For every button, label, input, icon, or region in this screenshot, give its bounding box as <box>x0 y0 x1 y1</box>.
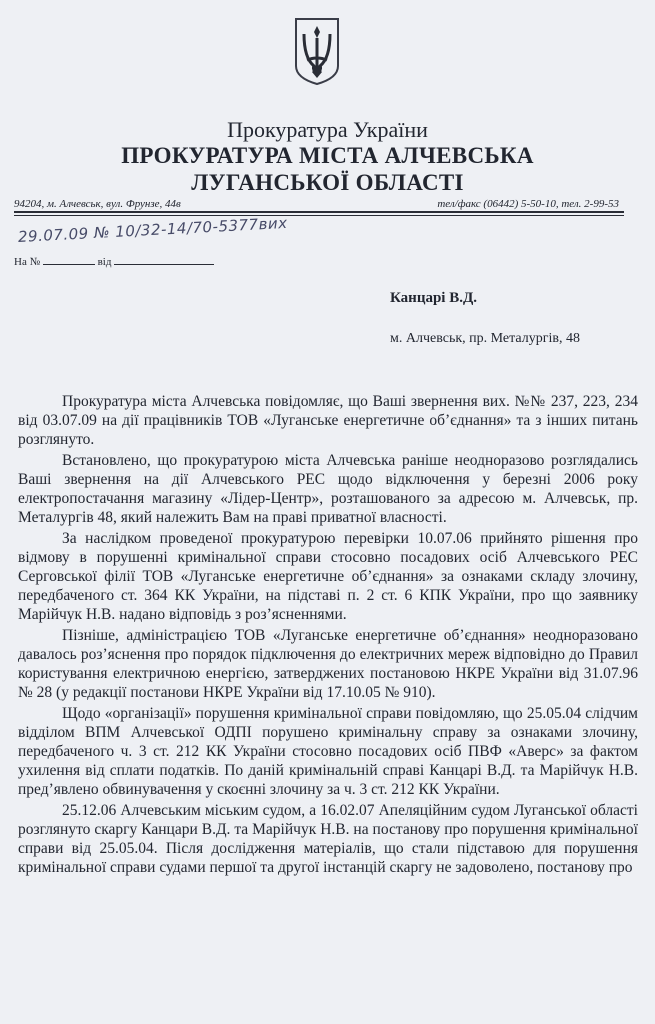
trident-emblem-icon <box>292 16 342 86</box>
reference-no-blank <box>43 264 95 265</box>
letter-body <box>18 392 638 879</box>
body-paragraph: За наслідком проведеної прокуратурою перевірки 10.07.06 прийнято рішення про відмову в порушенні кримінальної справи стосовно посадових осіб Алчевського РЕС Серговської філії ТОВ «Луганське енергетичне об’єднання» за ознаками складу злочину, передбаченого ст. 364 КК України, на підставі п. 2 ст. 6 КПК України, про що заявнику Марійчук Н.В. надано відповідь з роз’ясненнями. <box>18 530 638 623</box>
recipient-address: м. Алчевськ, пр. Металургів, 48 <box>390 331 580 346</box>
body-paragraph: Прокуратура міста Алчевська повідомляє, що Ваші звернення вих. №№ 237, 223, 234 від 03.07.09 на дії працівників ТОВ «Луганське енергетичне об’єднання» та з інших питань розглянуто. <box>18 393 638 448</box>
reference-line <box>14 256 214 268</box>
office-address: 94204, м. Алчевськ, вул. Фрунзе, 44в <box>14 198 181 210</box>
body-paragraph: 25.12.06 Алчевським міським судом, а 16.02.07 Апеляційним судом Луганської області розглянуто скаргу Канцари В.Д. та Марійчук Н.В. на постанову про порушення кримінальної справи від 25.05.04. Після дослідження матеріалів, що стали підставою для порушення кримінальної справи судами першої та другої інстанцій скаргу не задоволено, постанову про <box>18 802 638 876</box>
office-title: ПРОКУРАТУРА МІСТА АЛЧЕВСЬКА <box>121 143 534 168</box>
header-divider-thin <box>14 215 624 216</box>
reference-no-label: На № <box>14 256 41 268</box>
office-name: Прокуратура України <box>227 117 428 142</box>
header-divider <box>14 211 624 213</box>
recipient-name: Канцарі В.Д. <box>390 290 478 306</box>
body-paragraph: Щодо «організації» порушення кримінальної справи повідомляю, що 25.05.04 слідчим відділом ВПМ Алчевської ОДПІ порушено кримінальну справу за ознаками злочину, передбаченого ч. 3 ст. 212 КК України стосовно посадових осіб ПВФ «Аверс» за фактом ухилення від сплати податків. По даній кримінальній справі Канцарі В.Д. та Марійчук Н.В. пред’явлено обвинувачення у скоєнні злочину за ч. 3 ст. 212 КК України. <box>18 705 638 798</box>
body-paragraph: Встановлено, що прокуратурою міста Алчевська раніше неодноразово розглядались Ваші звернення на дії Алчевського РЕС щодо відключення у березні 2006 року електропостачання магазину «Лідер-Центр», розташованого за адресою м. Алчевськ, пр. Металургів 48, який належить Вам на праві приватної власності. <box>18 452 638 526</box>
body-paragraph: Пізніше, адміністрацією ТОВ «Луганське енергетичне об’єднання» неодноразовано давалось роз’яснення про порядок підключення до електричних мереж відповідно до Правил користування електричною енергією, затверджених постановою НКРЕ України від 31.07.96 № 28 (у редакції постанови НКРЕ України від 17.10.05 № 910). <box>18 627 638 701</box>
office-phone: тел/факс (06442) 5-50-10, тел. 2-99-53 <box>437 198 619 210</box>
reference-date-blank <box>114 264 214 265</box>
handwritten-outgoing-number: 29.07.09 № 10/32-14/70-5377вих <box>17 213 288 246</box>
office-region: ЛУГАНСЬКОЇ ОБЛАСТІ <box>191 170 464 195</box>
reference-from-label: від <box>97 256 112 268</box>
